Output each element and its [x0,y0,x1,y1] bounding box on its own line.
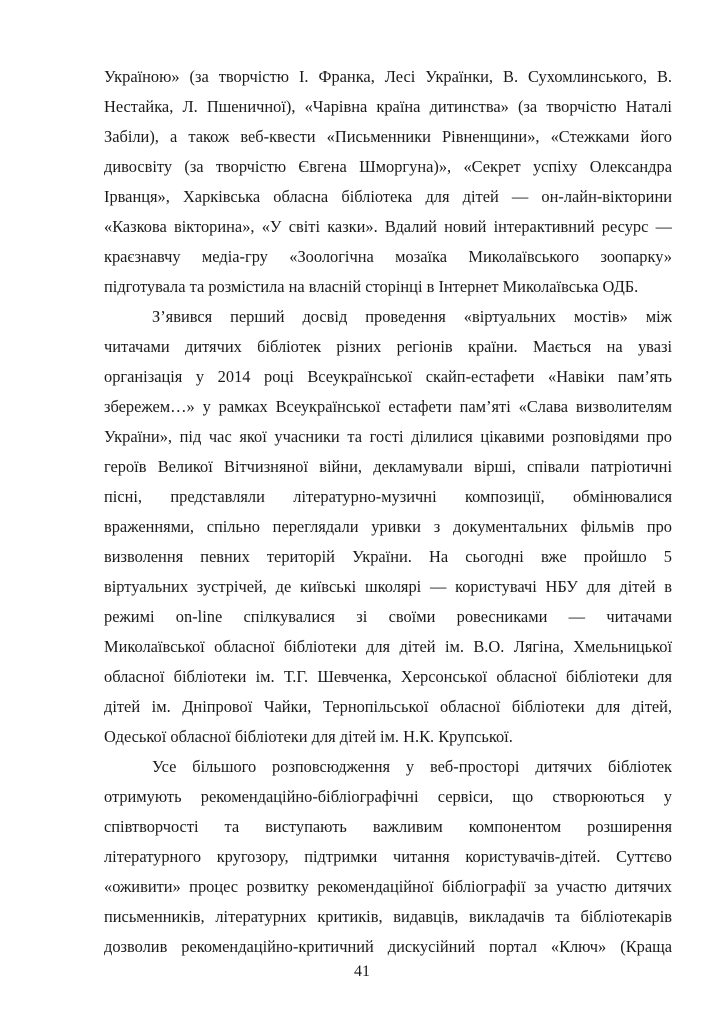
text-line-27: літературного кругозору, підтримки читання користувачів-дітей. Суттєво [104,847,672,866]
text-line-22: дітей ім. Дніпрової Чайки, Тернопільської обласної бібліотеки для дітей, [104,697,672,716]
text-line-4: дивосвіту (за творчістю Євгена Шморгуна)», «Секрет успіху Олександра [104,157,672,176]
text-line-23: Одеської обласної бібліотеки для дітей ім. Н.К. Крупської. [104,727,513,746]
text-line-1: Україною» (за творчістю І. Франка, Лесі Українки, В. Сухомлинського, В. [104,67,672,86]
text-line-28: «оживити» процес розвитку рекомендаційної бібліографії за участю дитячих [104,877,672,896]
text-line-13: України», під час якої учасники та гості ділилися цікавими розповідями про [104,427,672,446]
text-line-30: дозволив рекомендаційно-критичний дискусійний портал «Ключ» (Краща [104,937,672,956]
text-line-29: письменників, літературних критиків, видавців, викладачів та бібліотекарів [104,907,672,926]
text-line-6: «Казкова вікторина», «У світі казки». Вдалий новий інтерактивний ресурс — [104,217,672,236]
text-line-17: визволення певних територій України. На сьогодні вже пройшло 5 [104,547,672,566]
text-line-2: Нестайка, Л. Пшеничної), «Чарівна країна дитинства» (за творчістю Наталі [104,97,672,116]
text-line-5: Ірванця», Харківська обласна бібліотека для дітей — он-лайн-вікторини [104,187,672,206]
text-line-21: обласної бібліотеки ім. Т.Г. Шевченка, Херсонської обласної бібліотеки для [104,667,672,686]
page-number: 41 [354,963,370,980]
text-line-14: героїв Великої Вітчизняної війни, декламували вірші, співали патріотичні [104,457,672,476]
text-line-8: підготувала та розмістила на власній сторінці в Інтернет Миколаївська ОДБ. [104,277,639,296]
text-line-18: віртуальних зустрічей, де київські школярі — користувачі НБУ для дітей в [104,577,672,596]
text-line-12: збережем…» у рамках Всеукраїнської естафети пам’яті «Слава визволителям [104,397,672,416]
text-line-3: Забіли), а також веб-квести «Письменники Рівненщини», «Стежками його [104,127,672,146]
text-line-19: режимі on-line спілкувалися зі своїми ровесниками — читачами [104,607,672,626]
text-line-10: читачами дитячих бібліотек різних регіонів країни. Мається на увазі [104,337,672,356]
text-line-20: Миколаївської обласної бібліотеки для дітей ім. В.О. Лягіна, Хмельницької [104,637,672,656]
text-line-11: організація у 2014 році Всеукраїнської скайп-естафети «Навіки пам’ять [104,367,672,386]
document-body [104,62,672,962]
text-line-7: краєзнавчу медіа-гру «Зоологічна мозаїка Миколаївського зоопарку» [104,247,672,266]
text-line-26: співтворчості та виступають важливим компонентом розширення [104,817,672,836]
text-line-25: отримують рекомендаційно-бібліографічні сервіси, що створюються у [104,787,672,806]
text-line-15: пісні, представляли літературно-музичні композиції, обмінювалися [104,487,672,506]
text-line-9: З’явився перший досвід проведення «віртуальних мостів» між [152,307,672,326]
text-line-16: враженнями, спільно переглядали уривки з документальних фільмів про [104,517,672,536]
text-line-24: Усе більшого розповсюдження у веб-просторі дитячих бібліотек [152,757,672,776]
